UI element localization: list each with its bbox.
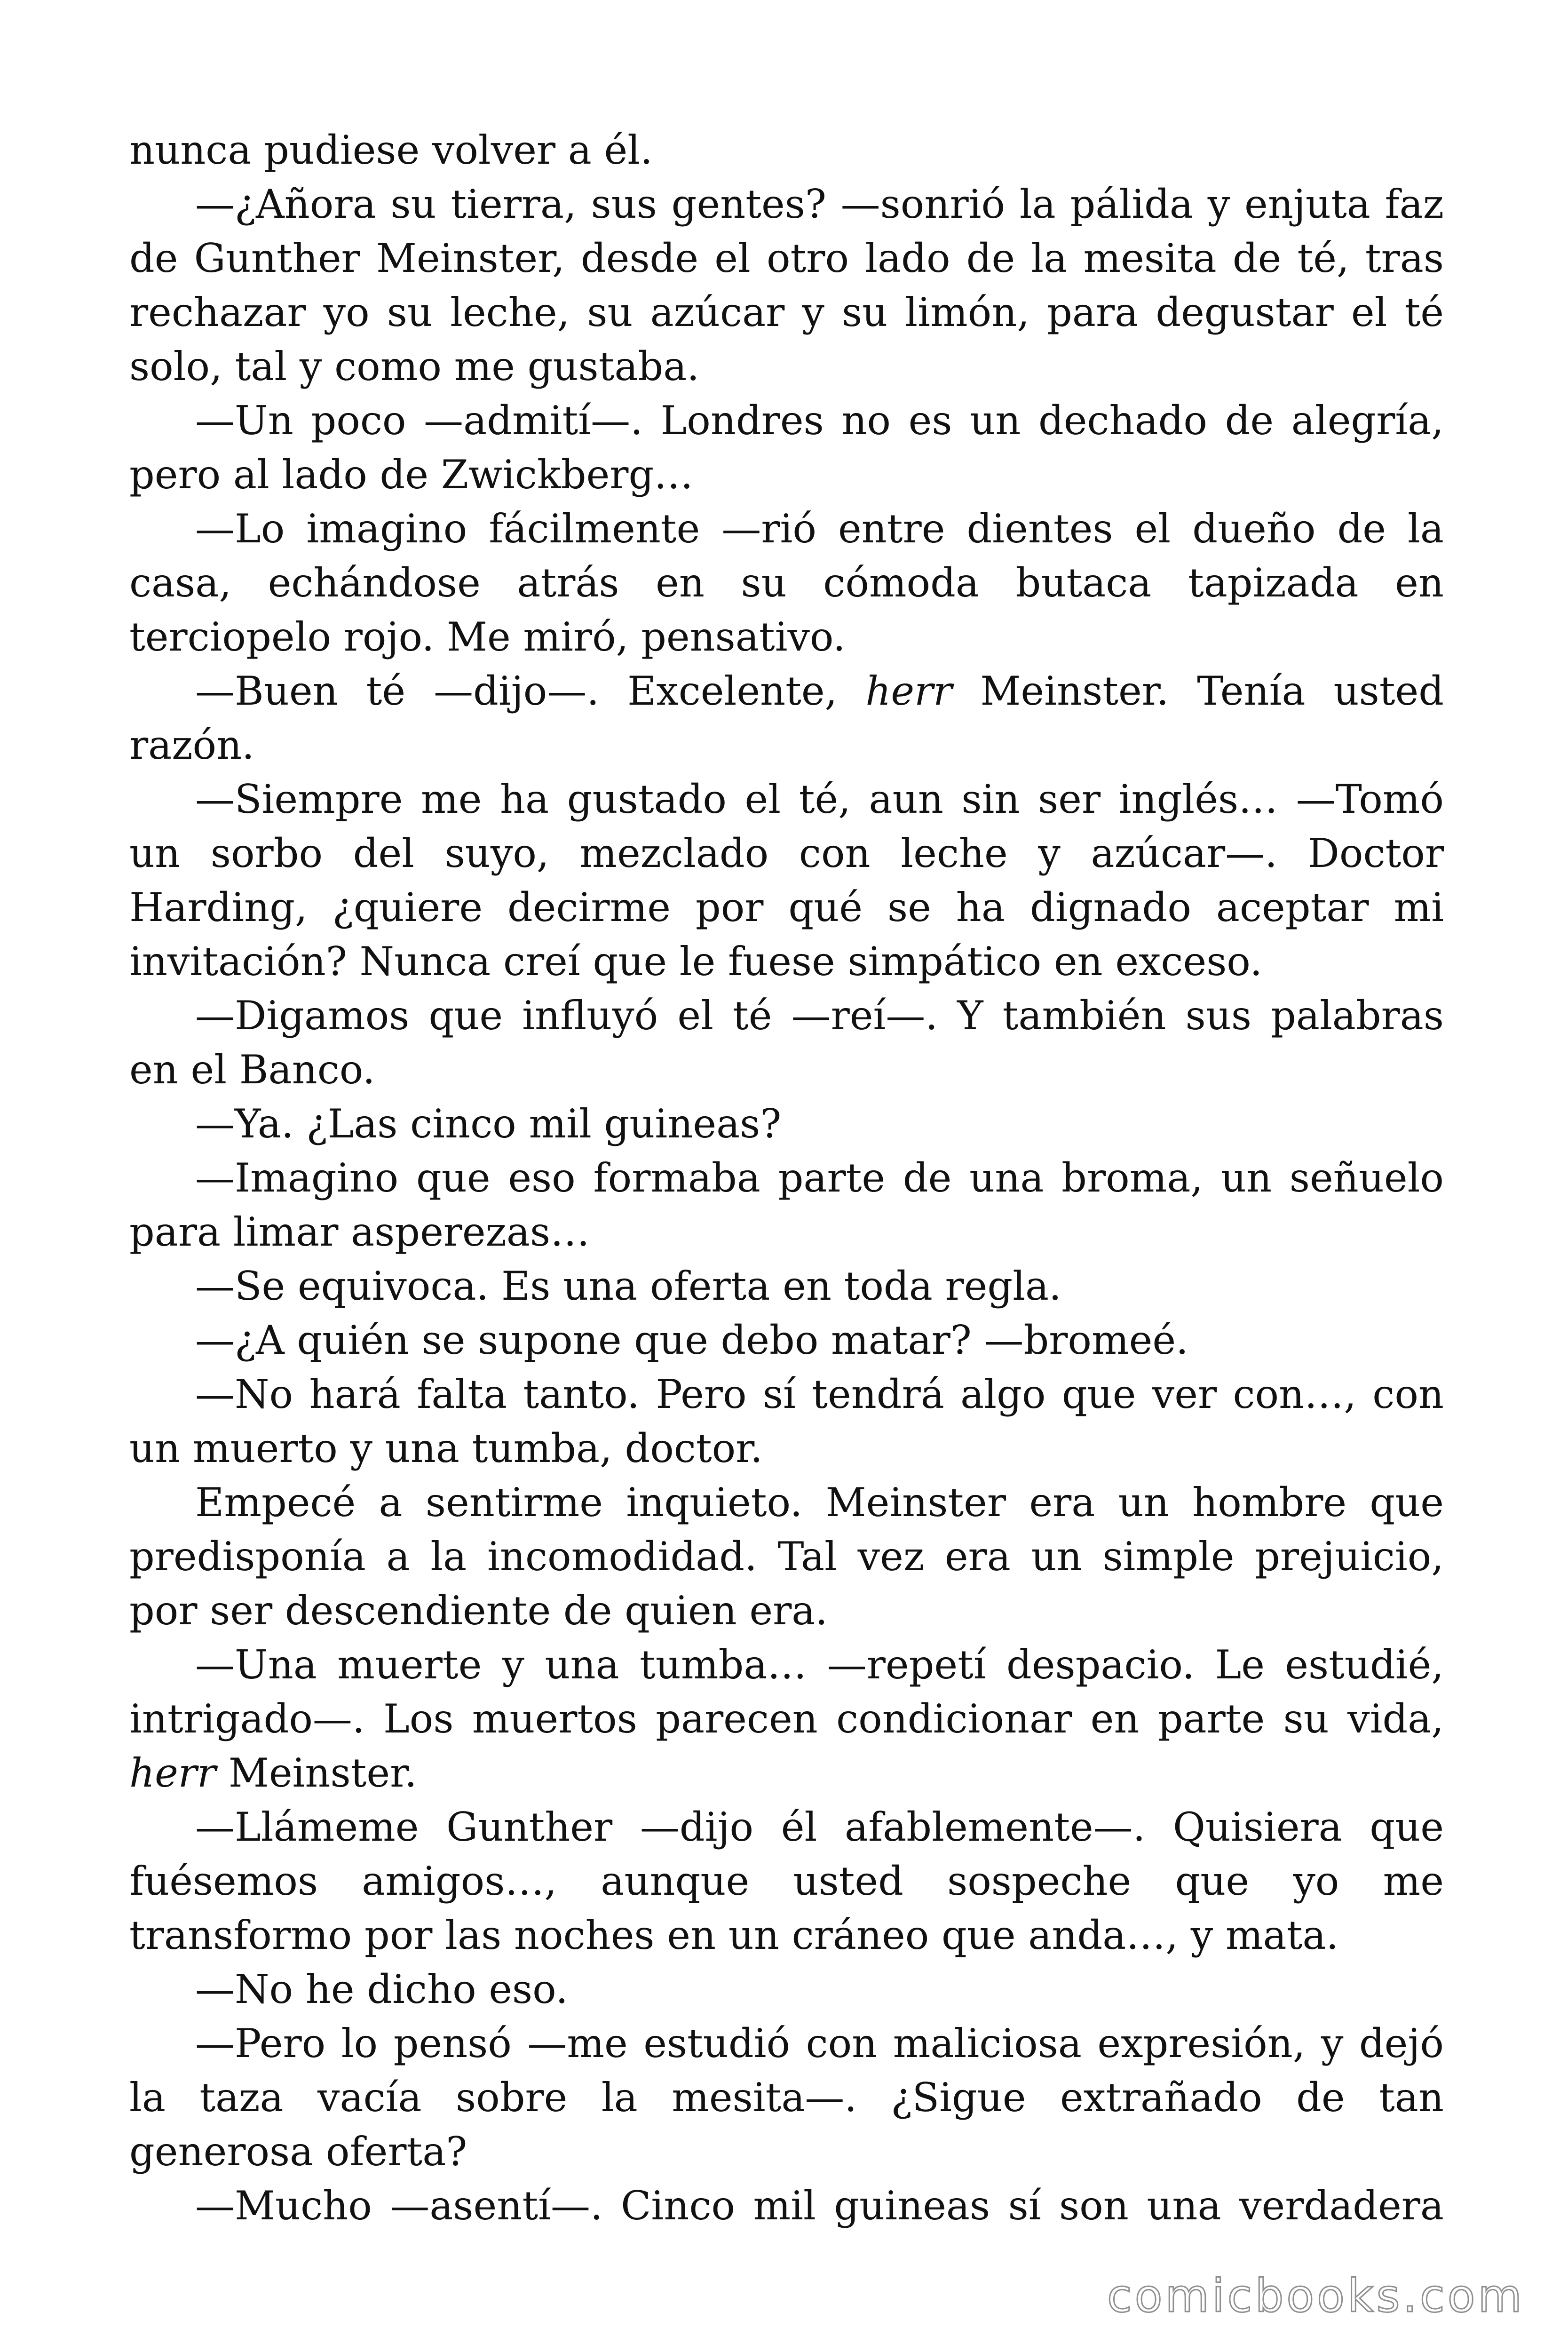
paragraph: [129, 1313, 1444, 1367]
paragraph: [129, 772, 1444, 989]
text-segment: —¿Añora su tierra, sus gentes? —sonrió la pálida y enjuta faz de Gunther Meinster, desde el otro lado de la mesita de té, tras rechazar yo su leche, su azúcar y su limón, para degustar el té solo, tal y como me gustaba.: [129, 181, 1444, 389]
italic-text: herr: [865, 668, 952, 714]
paragraph: [129, 1367, 1444, 1476]
text-segment: Meinster. Tenía usted razón.: [129, 668, 1444, 768]
text-segment: —Digamos que influyó el té —reí—. Y también sus palabras en el Banco.: [129, 993, 1444, 1093]
paragraph: [129, 123, 1444, 177]
text-segment: Meinster.: [216, 1750, 417, 1796]
text-segment: —Lo imagino fácilmente —rió entre dientes el dueño de la casa, echándose atrás en su cómoda butaca tapizada en terciopelo rojo. Me miró, pensativo.: [129, 506, 1444, 660]
text-segment: —Imagino que eso formaba parte de una broma, un señuelo para limar asperezas…: [129, 1155, 1444, 1255]
paragraph: [129, 2179, 1444, 2233]
watermark: comicbooks.com: [1107, 2270, 1525, 2322]
italic-text: herr: [129, 1750, 216, 1796]
paragraph: [129, 1800, 1444, 1963]
text-segment: —Llámeme Gunther —dijo él afablemente—. Quisiera que fuésemos amigos…, aunque usted sospeche que yo me transformo por las noches en un cráneo que anda…, y mata.: [129, 1804, 1444, 1958]
text-segment: —No he dicho eso.: [195, 1966, 568, 2012]
book-page-text: [129, 123, 1444, 2233]
text-segment: —Se equivoca. Es una oferta en toda regla.: [195, 1263, 1061, 1309]
paragraph: [129, 664, 1444, 772]
paragraph: [129, 2017, 1444, 2179]
paragraph: [129, 1097, 1444, 1151]
paragraph: [129, 502, 1444, 664]
text-segment: —Ya. ¿Las cinco mil guineas?: [195, 1101, 782, 1147]
text-segment: Empecé a sentirme inquieto. Meinster era un hombre que predisponía a la incomodidad. Tal vez era un simple prejuicio, por ser descendiente de quien era.: [129, 1479, 1444, 1634]
paragraph: [129, 1638, 1444, 1800]
paragraph: [129, 394, 1444, 502]
paragraph: [129, 177, 1444, 394]
text-segment: —Mucho —asentí—. Cinco mil guineas sí son una verdadera: [195, 2183, 1444, 2229]
paragraph: [129, 1259, 1444, 1313]
paragraph: [129, 989, 1444, 1097]
text-segment: nunca pudiese volver a él.: [129, 127, 653, 173]
text-segment: —Un poco —admití—. Londres no es un dechado de alegría, pero al lado de Zwickberg…: [129, 397, 1444, 498]
paragraph: [129, 1963, 1444, 2017]
paragraph: [129, 1476, 1444, 1638]
text-segment: —¿A quién se supone que debo matar? —bromeé.: [195, 1317, 1188, 1363]
text-segment: —Pero lo pensó —me estudió con maliciosa expresión, y dejó la taza vacía sobre la mesita—. ¿Sigue extrañado de tan generosa oferta?: [129, 2020, 1444, 2175]
text-segment: —Buen té —dijo—. Excelente,: [195, 668, 866, 714]
text-segment: —Una muerte y una tumba… —repetí despacio. Le estudié, intrigado—. Los muertos parecen condicionar en parte su vida,: [129, 1642, 1444, 1742]
paragraph: [129, 1151, 1444, 1259]
text-segment: —Siempre me ha gustado el té, aun sin ser inglés… —Tomó un sorbo del suyo, mezclado con leche y azúcar—. Doctor Harding, ¿quiere decirme por qué se ha dignado aceptar mi invitación? Nunca creí que le fuese simpático en exceso.: [129, 776, 1444, 985]
text-segment: —No hará falta tanto. Pero sí tendrá algo que ver con…, con un muerto y una tumba, doctor.: [129, 1371, 1444, 1471]
